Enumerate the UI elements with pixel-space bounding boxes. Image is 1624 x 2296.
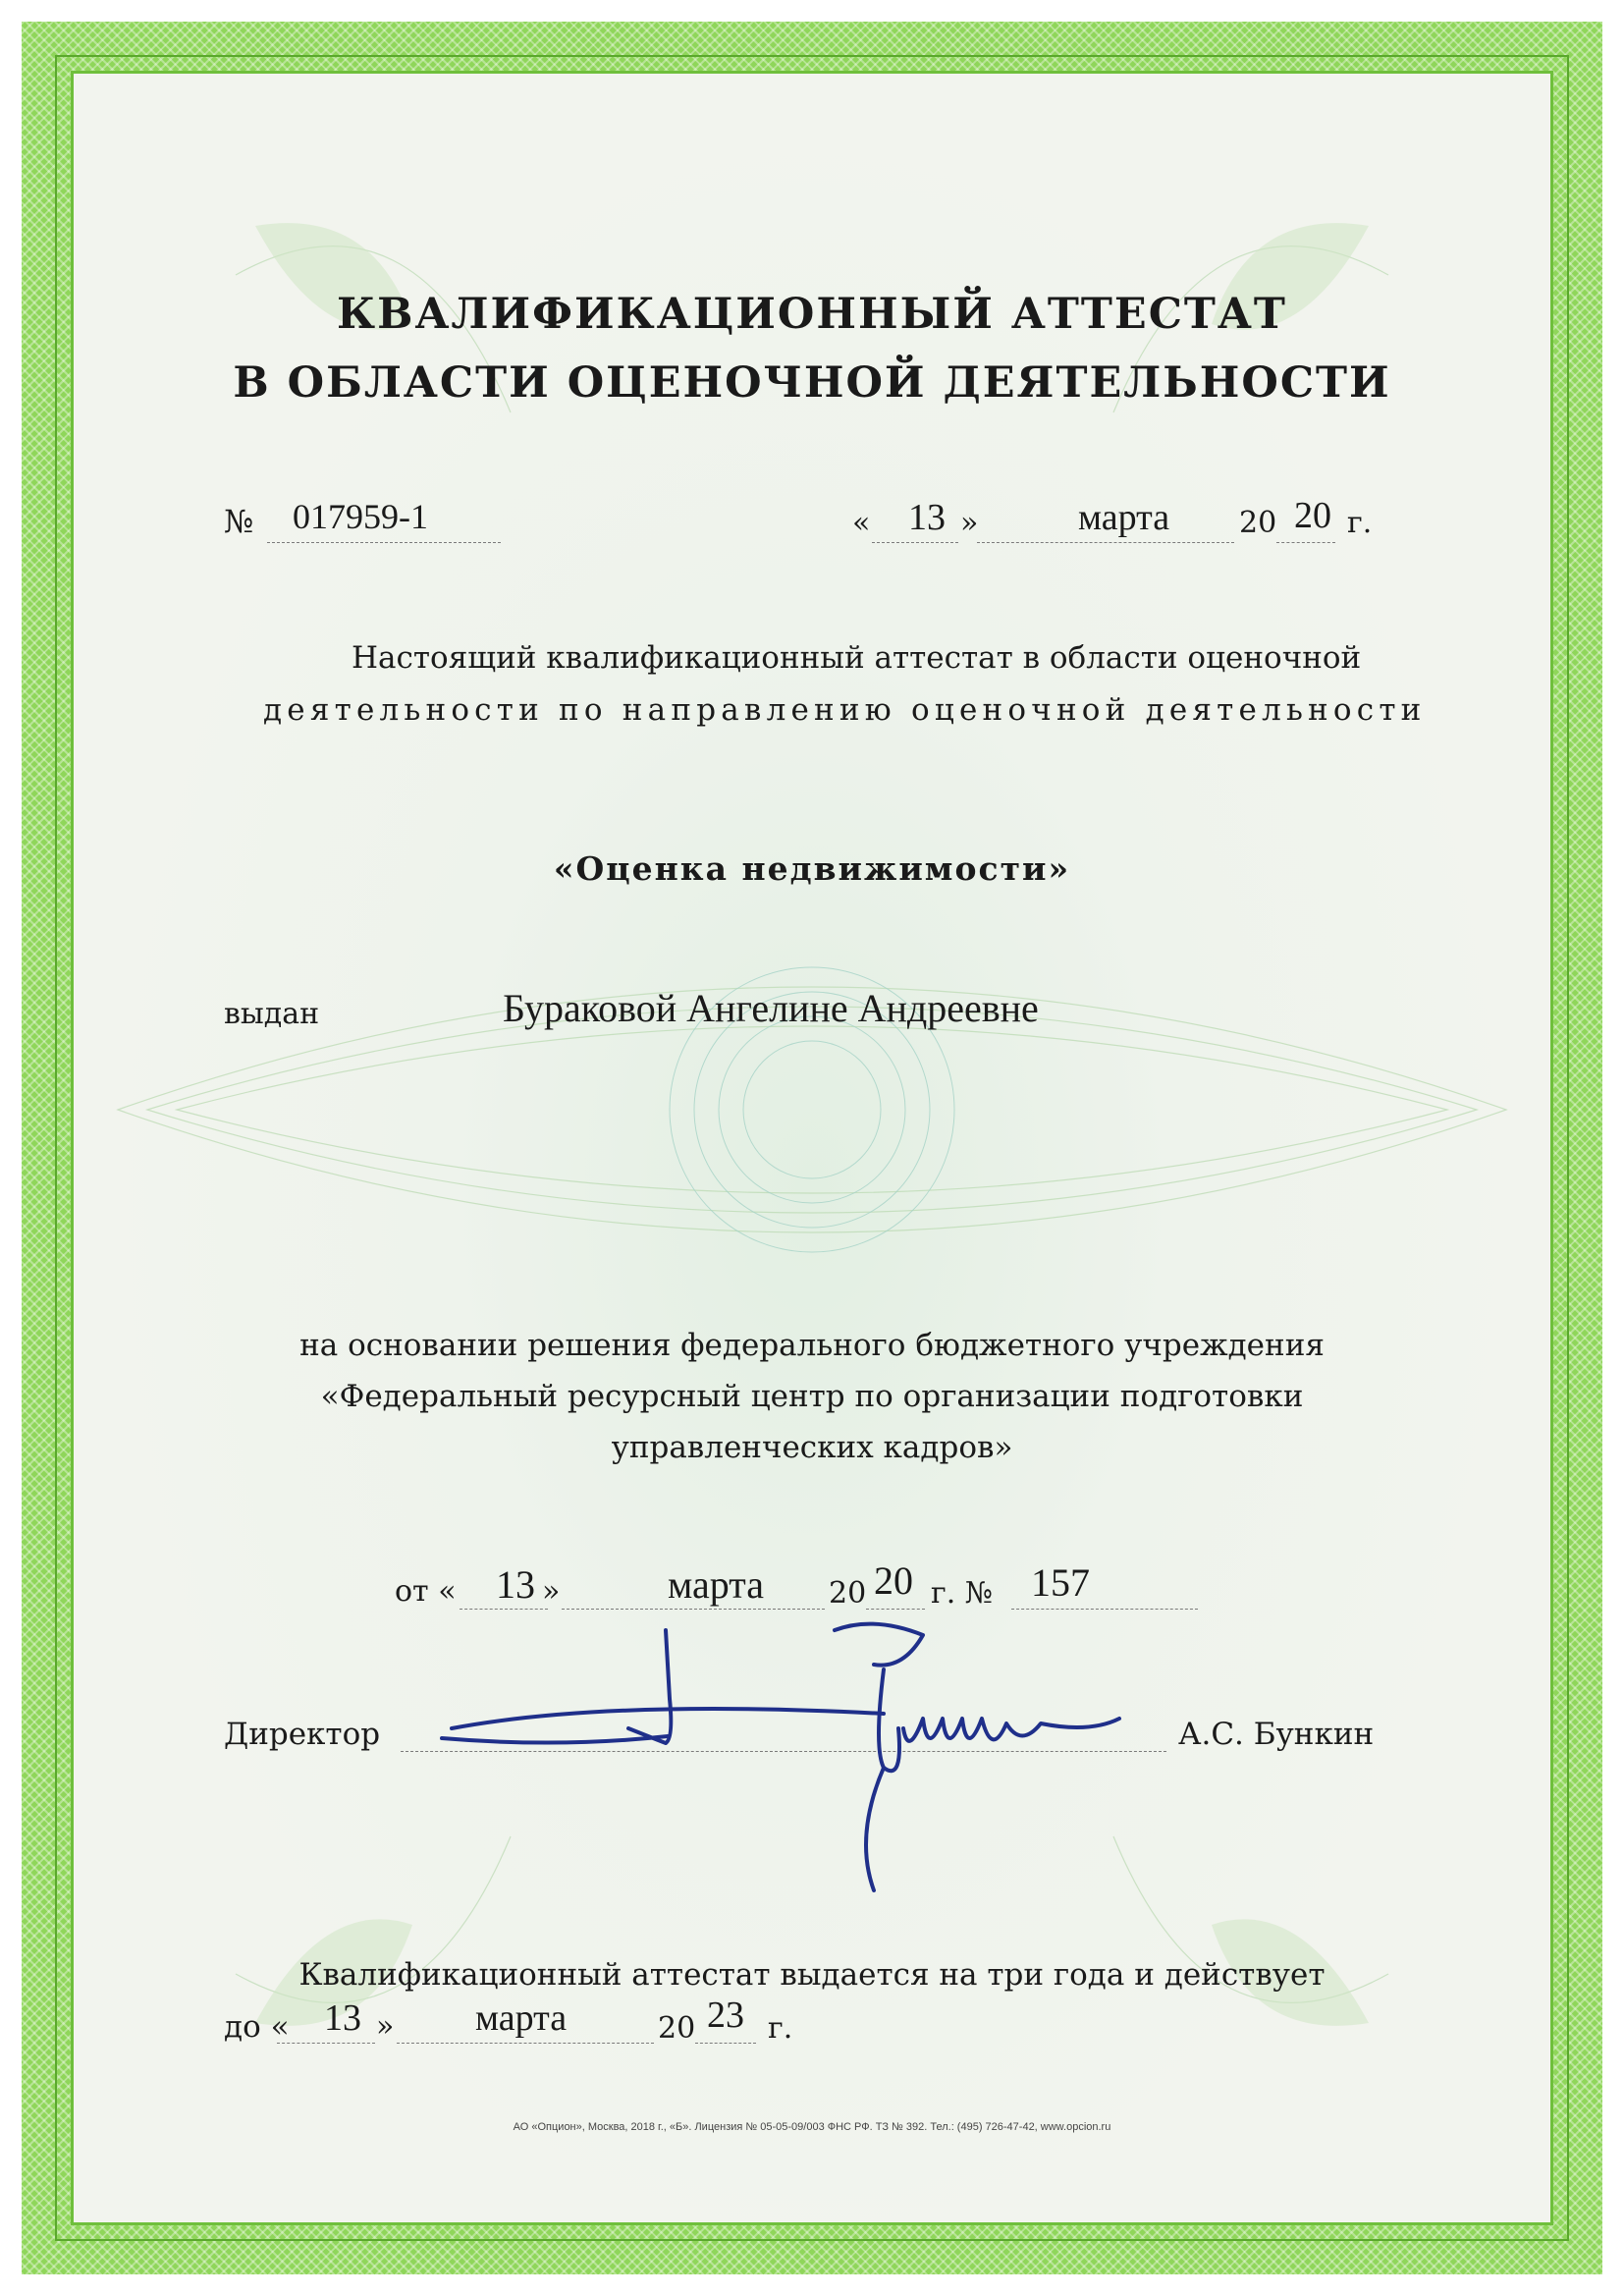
- date-century: 20: [1239, 506, 1277, 540]
- director-signature: [412, 1611, 1178, 1905]
- issued-label: выдан: [224, 997, 320, 1031]
- number-label: №: [224, 503, 254, 540]
- printer-footnote: АО «Опцион», Москва, 2018 г., «Б». Лицензия № 05-05-09/003 ФНС РФ. ТЗ № 392. Тел.: (495) 726-47-42, www.opcion.ru: [513, 2121, 1111, 2133]
- date-month-underline: [977, 542, 1234, 543]
- validity-until-label: до «: [224, 2009, 290, 2045]
- date-open-quote: «: [852, 506, 871, 540]
- decision-month-underline: [562, 1609, 825, 1610]
- date-month: марта: [1078, 497, 1170, 538]
- basis-line-2: «Федеральный ресурсный центр по организации подготовки: [320, 1379, 1304, 1414]
- director-name: А.С. Бункин: [1178, 1717, 1375, 1752]
- validity-year-underline: [695, 2043, 756, 2044]
- title-line-2: В ОБЛАСТИ ОЦЕНОЧНОЙ ДЕЯТЕЛЬНОСТИ: [233, 358, 1391, 408]
- certificate-number: 017959-1: [293, 497, 428, 536]
- decision-year-underline: [866, 1609, 925, 1610]
- date-close-quote: »: [960, 506, 979, 540]
- date-suffix: г.: [1347, 506, 1373, 540]
- intro-line-2: деятельности по направлению оценочной деятельности: [263, 692, 1427, 728]
- decision-number-underline: [1011, 1609, 1198, 1610]
- director-label: Директор: [224, 1717, 381, 1752]
- validity-day-underline: [277, 2043, 375, 2044]
- date-day-underline: [872, 542, 958, 543]
- validity-century: 20: [658, 2011, 696, 2046]
- decision-number: 157: [1031, 1560, 1090, 1605]
- basis-line-3: управленческих кадров»: [611, 1430, 1013, 1465]
- decision-year-suffix: г. №: [931, 1576, 994, 1611]
- validity-month-underline: [397, 2043, 654, 2044]
- number-underline: [267, 542, 501, 543]
- decision-close-quote: »: [542, 1574, 561, 1609]
- title-line-1: КВАЛИФИКАЦИОННЫЙ АТТЕСТАТ: [337, 290, 1287, 339]
- decision-century: 20: [829, 1576, 867, 1611]
- validity-month: марта: [475, 1997, 568, 2039]
- assessment-direction: «Оценка недвижимости»: [553, 849, 1071, 888]
- date-day: 13: [908, 497, 946, 538]
- validity-year: 23: [707, 1995, 744, 2036]
- decision-year: 20: [874, 1558, 913, 1603]
- holder-name: Бураковой Ангелине Андреевне: [503, 986, 1039, 1030]
- decision-month: марта: [668, 1562, 764, 1607]
- date-year: 20: [1294, 495, 1331, 536]
- decision-day: 13: [496, 1562, 535, 1607]
- validity-day: 13: [324, 1997, 361, 2039]
- validity-suffix: г.: [768, 2011, 793, 2046]
- intro-line-1: Настоящий квалификационный аттестат в области оценочной: [352, 640, 1362, 676]
- basis-line-1: на основании решения федерального бюджетного учреждения: [299, 1328, 1325, 1363]
- decision-from-label: от «: [395, 1574, 457, 1609]
- validity-line-1: Квалификационный аттестат выдается на три года и действует: [298, 1957, 1326, 1993]
- date-year-underline: [1276, 542, 1335, 543]
- validity-close-quote: »: [376, 2009, 395, 2044]
- decision-day-underline: [460, 1609, 548, 1610]
